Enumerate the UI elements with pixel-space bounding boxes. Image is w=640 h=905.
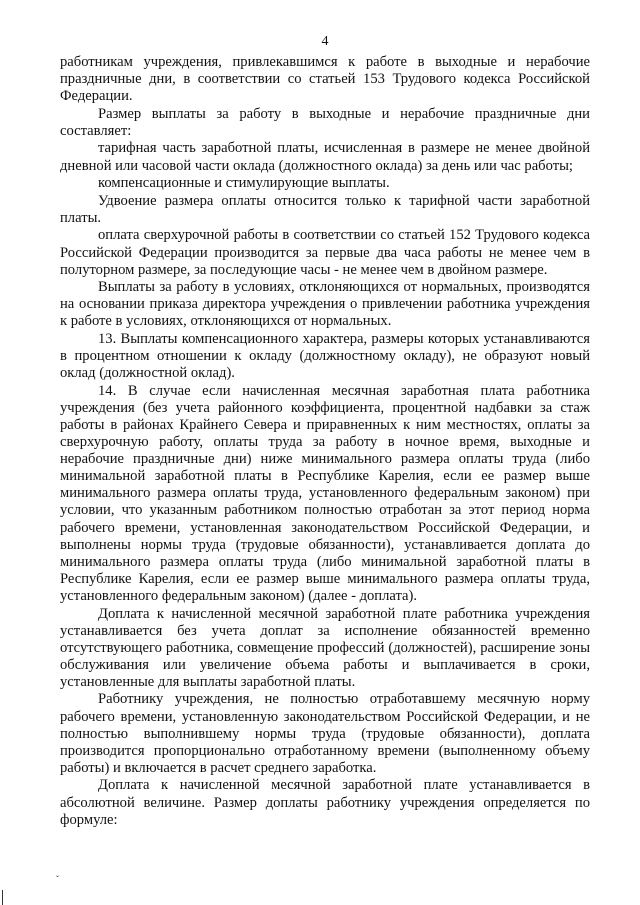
paragraph-compensation-payments: компенсационные и стимулирующие выплаты. — [98, 175, 390, 192]
paragraph-surcharge-conditions: Доплата к начисленной месячной заработной плате работника учреждения устанавливается без учета доплат за исполнение обязанностей временно отсутствующего работника, совмещение профессий (должностей), расширение зоны обслуживания или увеличение объема работы и выплачивается в сроки, установленные для выплаты заработной платы. — [60, 605, 590, 690]
paragraph-absolute-value: Доплата к начисленной месячной заработной плате устанавливается в абсолютной величине. Размер доплаты работнику учреждения определяется по формуле: — [60, 777, 590, 828]
paragraph-item-14: 14. В случае если начисленная месячная заработная плата работника учреждения (без учета районного коэффициента, процентной надбавки за стаж работы в районах Крайнего Севера и приравненных к ним местностях, оплаты за сверхурочную работу, оплаты труда за работу в ночное время, выходные и нерабочие праздничные дни) ниже минимального размера оплаты труда (либо минимальной заработной платы в Республике Карелия, если ее размер выше минимального размера оплаты труда, установленного федеральным законом) при условии, что указанным работником полностью отработан за этот период норма рабочего времени, установленная законодательством Российской Федерации, и выполнены нормы труда (трудовые обязанности), устанавливается доплата до минимального размера оплаты труда (либо минимальной заработной платы в Республике Карелия, если ее размер выше минимального размера оплаты труда, установленного федеральным законом) (далее - доплата). — [60, 382, 590, 604]
paragraph-item-13: 13. Выплаты компенсационного характера, размеры которых устанавливаются в процентном отношении к окладу (должностному окладу), не образуют новый оклад (должностной оклад). — [60, 331, 590, 382]
paragraph-continuation: работникам учреждения, привлекавшимся к работе в выходные и нерабочие праздничные дни, в соответствии со статьей 153 Трудового кодекса Российской Федерации. — [60, 54, 590, 105]
paragraph-doubling: Удвоение размера оплаты относится только к тарифной части заработной платы. — [60, 192, 590, 226]
paragraph-deviating-conditions: Выплаты за работу в условиях, отклоняющихся от нормальных, производятся на основании приказа директора учреждения о привлечении работника учреждения к работе в условиях, отклоняющихся от нормальных. — [60, 279, 590, 330]
paragraph-overtime: оплата сверхурочной работы в соответствии со статьей 152 Трудового кодекса Российской Федерации производится за первые два часа работы не менее чем в полуторном размере, за последующие часы - не менее чем в двойном размере. — [60, 227, 590, 278]
paragraph-payment-size: Размер выплаты за работу в выходные и нерабочие праздничные дни составляет: — [60, 105, 590, 139]
stray-mark: ˇ — [56, 874, 59, 884]
paragraph-tariff-part: тарифная часть заработной платы, исчисленная в размере не менее двойной дневной или часовой части оклада (должностного оклада) за день или час работы; — [60, 140, 590, 174]
page-number: 4 — [321, 34, 329, 49]
paragraph-partial-norm: Работнику учреждения, не полностью отработавшему месячную норму рабочего времени, установленную законодательством Российской Федерации, и не полностью выполнившему нормы труда (трудовые обязанности), доплата производится пропорционально отработанному времени (выполненному объему работы) и включается в расчет среднего заработка. — [60, 691, 590, 776]
scan-edge-mark — [2, 890, 3, 905]
document-body — [60, 54, 590, 829]
